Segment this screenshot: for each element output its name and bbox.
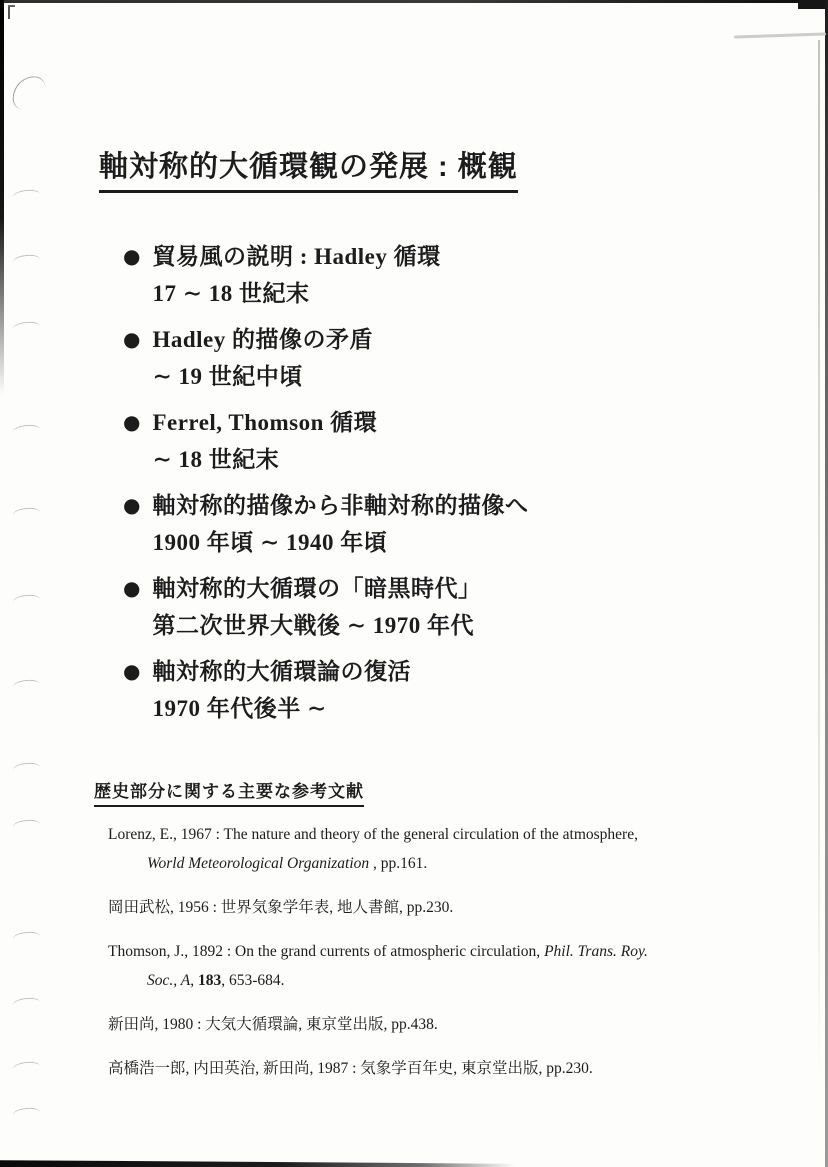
- list-item: [123, 570, 743, 644]
- reference-segment: , pp.161.: [369, 855, 428, 872]
- reference-segment: ,: [190, 972, 198, 989]
- bullet-line-1: 軸対称的大循環論の復活: [152, 659, 411, 684]
- bullet-text: [152, 238, 440, 312]
- reference-list: [108, 820, 798, 1098]
- bullet-text: [152, 321, 373, 395]
- bullet-icon: ●: [123, 576, 141, 600]
- bullet-icon: ●: [123, 493, 141, 517]
- list-item: [123, 487, 743, 561]
- binding-ring-mark: [12, 594, 40, 608]
- bullet-line-2: ∼ 18 世紀末: [152, 447, 280, 472]
- scan-artifact-bottom-edge: [0, 1159, 515, 1167]
- reference-segment: 183: [197, 972, 222, 989]
- reference-entry: [108, 1054, 798, 1083]
- reference-segment: Phil. Trans. Roy.: [544, 943, 648, 960]
- bullet-line-2: 1970 年代後半 ∼: [152, 696, 327, 721]
- bullet-icon: ●: [123, 659, 141, 683]
- references-heading: 歴史部分に関する主要な参考文献: [94, 777, 364, 807]
- reference-segment: , 653-684.: [221, 972, 285, 989]
- reference-entry: [108, 937, 798, 995]
- page-title: 軸対称的大循環観の発展 : 概観: [99, 144, 518, 193]
- reference-segment: 高橋浩一郎, 内田英治, 新田尚, 1987 : 気象学百年史, 東京堂出版, pp.230.: [108, 1060, 593, 1077]
- bullet-line-1: 貿易風の説明 : Hadley 循環: [152, 244, 441, 269]
- reference-segment: Soc., A: [147, 972, 191, 989]
- binding-ring-mark: [12, 997, 40, 1011]
- reference-segment: World Meteorological Organization: [147, 855, 370, 872]
- scan-artifact-smudge: [734, 32, 826, 38]
- bullet-list: [123, 238, 743, 736]
- scan-artifact-corner-notch: [8, 5, 15, 7]
- reference-entry: [108, 1010, 798, 1039]
- bullet-text: [152, 404, 377, 478]
- bullet-text: [152, 487, 528, 561]
- bullet-icon: ●: [123, 327, 141, 351]
- bullet-line-2: 第二次世界大戦後 ∼ 1970 年代: [152, 613, 474, 638]
- binding-ring-mark: [12, 75, 46, 111]
- binding-ring-mark: [12, 762, 40, 776]
- reference-segment: Lorenz, E., 1967 : The nature and theory of the general circulation of the atmosphere,: [108, 826, 638, 843]
- bullet-line-1: 軸対称的大循環の「暗黒時代」: [152, 576, 482, 601]
- list-item: [123, 238, 743, 312]
- binding-ring-mark: [12, 189, 40, 203]
- bullet-text: [152, 653, 411, 727]
- scan-artifact-left-edge: [0, 0, 4, 395]
- binding-ring-mark: [12, 424, 40, 438]
- reference-entry: [108, 820, 798, 878]
- binding-ring-mark: [12, 679, 40, 693]
- list-item: [123, 404, 743, 478]
- reference-segment: Thomson, J., 1892 : On the grand currents of atmospheric circulation,: [108, 943, 545, 960]
- binding-ring-mark: [12, 931, 40, 945]
- binding-ring-mark: [12, 1107, 40, 1121]
- reference-segment: 岡田武松, 1956 : 世界気象学年表, 地人書館, pp.230.: [108, 899, 454, 916]
- reference-entry: [108, 893, 798, 922]
- bullet-line-2: 1900 年頃 ∼ 1940 年頃: [152, 530, 388, 555]
- bullet-line-1: Hadley 的描像の矛盾: [152, 327, 373, 352]
- list-item: [123, 653, 743, 727]
- bullet-line-2: 17 ∼ 18 世紀末: [152, 281, 310, 306]
- bullet-line-2: ∼ 19 世紀中頃: [152, 364, 303, 389]
- binding-ring-mark: [12, 254, 40, 268]
- reference-segment: 新田尚, 1980 : 大気大循環論, 東京堂出版, pp.438.: [108, 1016, 438, 1033]
- scan-artifact-top-edge: [0, 0, 828, 3]
- binding-ring-mark: [12, 507, 40, 521]
- bullet-line-1: Ferrel, Thomson 循環: [152, 410, 378, 435]
- scan-artifact-top-right-corner: [798, 0, 828, 9]
- bullet-text: [152, 570, 481, 644]
- binding-ring-mark: [12, 1061, 40, 1075]
- binding-ring-mark: [12, 819, 40, 833]
- scan-artifact-corner-notch: [8, 5, 10, 19]
- scan-artifact-right-crease: [818, 40, 820, 1085]
- bullet-line-1: 軸対称的描像から非軸対称的描像へ: [152, 493, 529, 518]
- list-item: [123, 321, 743, 395]
- bullet-icon: ●: [123, 410, 141, 434]
- bullet-icon: ●: [123, 244, 141, 268]
- binding-ring-mark: [12, 321, 40, 335]
